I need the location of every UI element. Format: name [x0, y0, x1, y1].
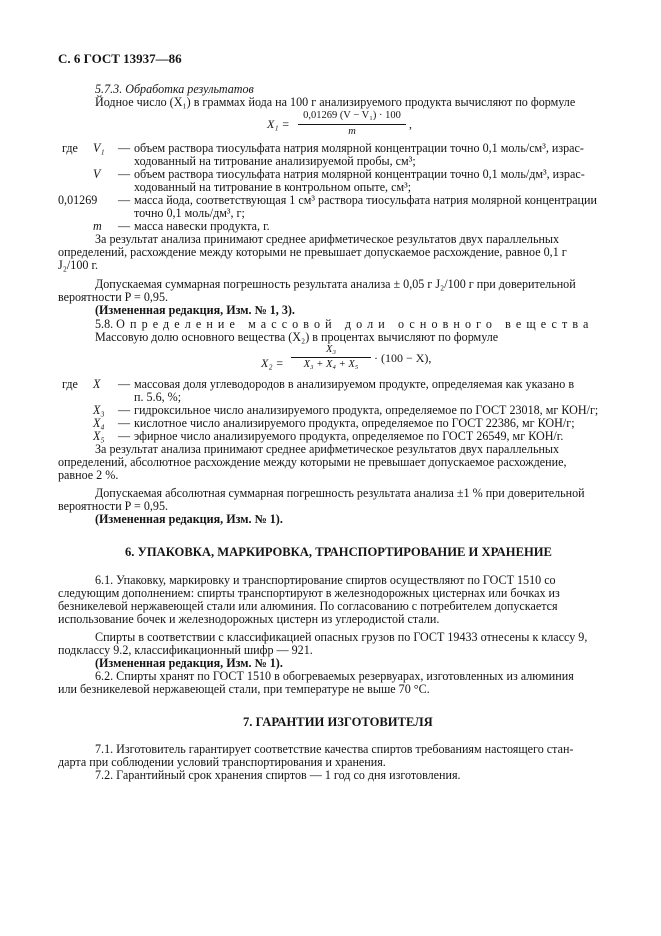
paragraph-line: равное 2 %.: [58, 468, 119, 482]
paragraph-line: 6.2. Спирты хранят по ГОСТ 1510 в обогреваемых резервуарах, изготовленных из алюминия: [95, 669, 574, 683]
paragraph-line: За результат анализа принимают среднее арифметическое результатов двух параллельных: [95, 232, 560, 246]
definition-dash: —: [118, 193, 131, 207]
paragraph-line: определений, расхождение между которыми не превышает допускаемое расхождение, равное 0,1 г: [58, 245, 567, 259]
paragraph-line: определений, абсолютное расхождение между которыми не превышает допускаемое расхождение,: [58, 455, 567, 469]
paragraph-line: 7.1. Изготовитель гарантирует соответствие качества спиртов требованиям настоящего стан-: [95, 742, 574, 756]
definition-symbol: 0,01269: [58, 193, 98, 207]
formula-denominator: m: [348, 126, 356, 137]
edit-note: (Измененная редакция, Изм. № 1).: [95, 512, 283, 526]
paragraph-line: вероятности P = 0,95.: [58, 499, 169, 513]
section-6-title: 6. УПАКОВКА, МАРКИРОВКА, ТРАНСПОРТИРОВАНИЕ И ХРАНЕНИЕ: [125, 545, 552, 559]
fraction-bar: [291, 357, 371, 358]
definition-dash: —: [118, 377, 131, 391]
section-5-7-3-heading: 5.7.3. Обработка результатов: [95, 82, 254, 96]
definition-symbol: X₃: [93, 403, 105, 417]
paragraph-line: безникелевой нержавеющей стали или алюминия. По согласованию с потребителем допускается: [58, 599, 558, 613]
where-label: где: [62, 141, 78, 155]
paragraph-line: использование бочек и железнодорожных цистерн из углеродистой стали.: [58, 612, 440, 626]
definition-text: ходованный на титрование в контрольном опыте, см³;: [134, 180, 412, 194]
section-5-8-intro: Массовую долю основного вещества (X₂) в процентах вычисляют по формуле: [95, 330, 499, 344]
definition-dash: —: [118, 167, 131, 181]
definition-dash: —: [118, 429, 131, 443]
formula-denominator: X₃ + X₄ + X₅: [303, 359, 359, 370]
definition-text: масса йода, соответствующая 1 см³ раствора тиосульфата натрия молярной концентрации: [134, 193, 597, 207]
section-7-title: 7. ГАРАНТИИ ИЗГОТОВИТЕЛЯ: [243, 715, 433, 729]
paragraph-line: 7.2. Гарантийный срок хранения спиртов — 1 год со дня изготовления.: [95, 768, 461, 782]
where-label: где: [62, 377, 78, 391]
definition-symbol: X: [93, 377, 101, 391]
definition-symbol: V: [93, 167, 101, 181]
paragraph-line: 6.1. Упаковку, маркировку и транспортирование спиртов осуществляют по ГОСТ 1510 со: [95, 573, 556, 587]
formula-tail: ,: [409, 117, 412, 131]
paragraph-line: следующим дополнением: спирты транспортируют в железнодорожных цистернах или бочках из: [58, 586, 560, 600]
paragraph-line: Спирты в соответствии с классификацией опасных грузов по ГОСТ 19433 отнесены к классу 9,: [95, 630, 588, 644]
spaced-heading: Определение массовой доли основного вещества: [116, 317, 594, 331]
definition-text: ходованный на титрование анализируемой пробы, см³;: [134, 154, 416, 168]
definition-dash: —: [118, 416, 131, 430]
definition-text: масса навески продукта, г.: [134, 219, 270, 233]
formula-lhs: X₂ =: [261, 356, 284, 370]
paragraph-line: подклассу 9.2, классификационный шифр — 921.: [58, 643, 313, 657]
definition-text: п. 5.6, %;: [134, 390, 182, 404]
paragraph-line: За результат анализа принимают среднее арифметическое результатов двух параллельных: [95, 442, 560, 456]
paragraph-line: Допускаемая суммарная погрешность результата анализа ± 0,05 г J₂/100 г при доверительной: [95, 277, 576, 291]
section-5-7-3-intro: Йодное число (X₁) в граммах йода на 100 г анализируемого продукта вычисляют по формуле: [95, 95, 576, 109]
paragraph-line: или безникелевой нержавеющей стали, при температуре не выше 70 °С.: [58, 682, 430, 696]
definition-text: эфирное число анализируемого продукта, определяемое по ГОСТ 26549, мг КОН/г.: [134, 429, 564, 443]
definition-text: объем раствора тиосульфата натрия молярной концентрации точно 0,1 моль/см³, израс-: [134, 141, 584, 155]
edit-note: (Измененная редакция, Изм. № 1).: [95, 656, 283, 670]
page-header: С. 6 ГОСТ 13937—86: [58, 51, 182, 66]
definition-dash: —: [118, 219, 131, 233]
definition-text: объем раствора тиосульфата натрия молярной концентрации точно 0,1 моль/дм³, израс-: [134, 167, 585, 181]
formula-numerator: 0,01269 (V − V₁) · 100: [303, 110, 401, 121]
fraction-bar: [298, 124, 406, 125]
section-5-8-heading: [95, 317, 594, 331]
paragraph-line: вероятности P = 0,95.: [58, 290, 169, 304]
formula-lhs: X₁ =: [267, 117, 290, 131]
definition-symbol: X₄: [93, 416, 105, 430]
definition-text: гидроксильное число анализируемого продукта, определяемое по ГОСТ 23018, мг КОН/г;: [134, 403, 599, 417]
definition-text: кислотное число анализируемого продукта, определяемое по ГОСТ 22386, мг КОН/г;: [134, 416, 575, 430]
section-number: 5.8.: [95, 317, 114, 331]
paragraph-line: дарта при соблюдении условий транспортирования и хранения.: [58, 755, 386, 769]
edit-note: (Измененная редакция, Изм. № 1, 3).: [95, 303, 295, 317]
definition-dash: —: [118, 403, 131, 417]
definition-text: массовая доля углеводородов в анализируемом продукте, определяемая как указано в: [134, 377, 575, 391]
definition-dash: —: [118, 141, 131, 155]
definition-symbol: X₅: [93, 429, 105, 443]
definition-symbol: V₁: [93, 141, 105, 155]
definition-text: точно 0,1 моль/дм³, г;: [134, 206, 245, 220]
definition-symbol: m: [93, 219, 102, 233]
paragraph-line: Допускаемая абсолютная суммарная погрешность результата анализа ±1 % при доверительной: [95, 486, 585, 500]
formula-tail: · (100 − X),: [374, 351, 432, 365]
paragraph-line: J₂/100 г.: [58, 258, 99, 272]
formula-numerator: X₃: [325, 344, 337, 355]
